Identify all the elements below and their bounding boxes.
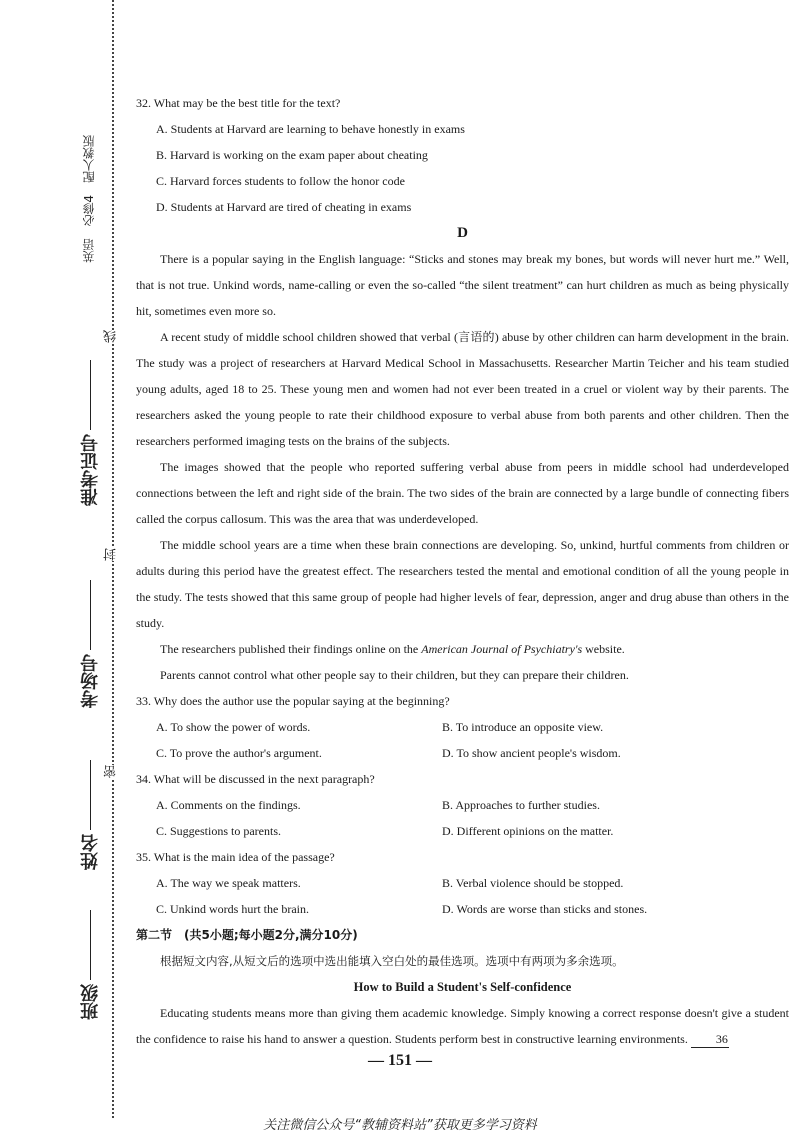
q33-option-a: A. To show the power of words. [156, 720, 311, 734]
q33-options [156, 714, 789, 766]
journal-name: American Journal of Psychiatry's [421, 642, 583, 656]
passage-d-paragraph-6: Parents cannot control what other people say to their children, but they can prepare their children. [160, 668, 629, 682]
passage-d-paragraph-5: The researchers published their findings online on the American Journal of Psychiatry's website. [160, 642, 625, 656]
q32-option-b: B. Harvard is working on the exam paper about cheating [156, 148, 428, 162]
q35-option-a: A. The way we speak matters. [156, 876, 301, 890]
passage-d-paragraph-1: There is a popular saying in the English language: “Sticks and stones may break my bones, but words will never hurt me.” Well, that is not true. Unkind words, name-calling or even the so-called “the silent treatment” can hurt children as much as being physically hit, sometimes even more so. [136, 252, 789, 318]
q33-option-d: D. To show ancient people's wisdom. [442, 746, 621, 760]
q33-option-c: C. To prove the author's argument. [156, 746, 322, 760]
q35-option-c: C. Unkind words hurt the brain. [156, 902, 309, 916]
page-number: — 151 — [368, 1052, 432, 1069]
footer-note: 关注微信公众号“教辅资料站”获取更多学习资料 [263, 1118, 537, 1133]
q34-question: 34. What will be discussed in the next paragraph? [136, 772, 375, 786]
q34-option-a: A. Comments on the findings. [156, 798, 301, 812]
passage-d-paragraph-4: The middle school years are a time when these brain connections are developing. So, unkind, hurtful comments from children or adults during this period have the greatest effect. The researchers tested the mental and emotional condition of all the young people in the study. The tests showed that this same group of people had higher levels of fear, depression, anger and drug abuse than others in the study. [136, 538, 789, 630]
q32-option-c: C. Harvard forces students to follow the honor code [156, 174, 405, 188]
q34-options [156, 792, 789, 844]
exam-room-label: 考场号 [78, 580, 104, 708]
blank-36: 36 [691, 1031, 729, 1048]
q35-option-d: D. Words are worse than sticks and stones. [442, 902, 648, 916]
q35-option-b: B. Verbal violence should be stopped. [442, 876, 624, 890]
q33-option-b: B. To introduce an opposite view. [442, 720, 604, 734]
q34-option-d: D. Different opinions on the matter. [442, 824, 614, 838]
q32-question: 32. What may be the best title for the text? [136, 96, 341, 110]
q32-option-d: D. Students at Harvard are tired of cheating in exams [156, 200, 412, 214]
cut-mark-line: 线 [104, 330, 119, 343]
q35-options [156, 870, 789, 922]
class-label: 班级 [78, 910, 104, 1020]
section2-title: How to Build a Student's Self-confidence [353, 980, 572, 994]
cut-mark-secret: 密 [104, 765, 119, 778]
passage-letter: D [457, 225, 468, 241]
q32-option-a: A. Students at Harvard are learning to behave honestly in exams [156, 122, 465, 136]
section2-instruction: 根据短文内容,从短文后的选项中选出能填入空白处的最佳选项。选项中有两项为多余选项。 [160, 954, 624, 968]
exam-number-label: 准考证号 [78, 360, 104, 506]
passage-d-paragraph-3: The images showed that the people who reported suffering verbal abuse from peers in middle school had underdeveloped connections between the left and right side of the brain. The two sides of the brain are connected by a large bundle of connecting fibers called the corpus callosum. This was the area that was underdeveloped. [136, 460, 789, 526]
q35-question: 35. What is the main idea of the passage? [136, 850, 335, 864]
section2-heading: 第二节 (共5小题;每小题2分,满分10分) [136, 928, 358, 942]
name-label: 姓名 [78, 760, 104, 870]
page-content [136, 90, 789, 1052]
book-info: 英语 必修4 配人教版 [82, 135, 96, 263]
q34-option-b: B. Approaches to further studies. [442, 798, 600, 812]
passage-d-paragraph-2: A recent study of middle school children showed that verbal (言语的) abuse by other children can harm development in the brain. The study was a project of researchers at Harvard Medical School in Massachusetts. Researcher Martin Teicher and his team studied young adults, aged 18 to 25. These young men and women had not ever been treated in a cruel or violent way by their parents. The researchers asked the young people to rate their childhood exposure to verbal abuse from both parents and other children. Then the researchers performed imaging tests on the brains of the subjects. [136, 330, 789, 448]
section2-paragraph: Educating students means more than giving them academic knowledge. Simply knowing a correct response doesn't give a student the confidence to raise his hand to answer a question. Students perform best in constructive learning environments. 36 [136, 1006, 789, 1046]
q33-question: 33. Why does the author use the popular saying at the beginning? [136, 694, 450, 708]
q34-option-c: C. Suggestions to parents. [156, 824, 281, 838]
cut-mark-seal: 封 [104, 548, 119, 561]
